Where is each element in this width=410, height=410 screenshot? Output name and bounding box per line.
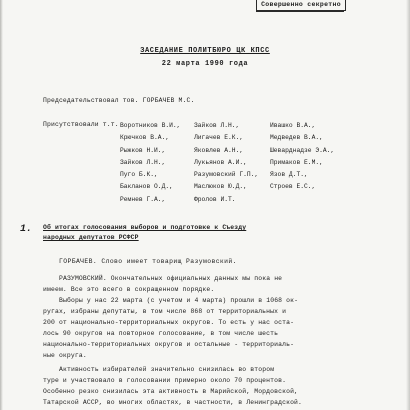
agenda-item-title-line-2: народных депутатов РСФСР <box>43 234 139 241</box>
present-name: Разумовский Г.П., <box>194 171 259 179</box>
present-name: Ремнев Г.А., <box>120 195 166 203</box>
chair-name: ГОРБАЧЕВ М.С. <box>142 97 195 104</box>
present-name: Примаков Е.М., <box>270 158 323 166</box>
present-label: Присутствовали т.т. <box>43 121 119 128</box>
present-name: Воротников В.И., <box>120 122 181 129</box>
present-name: Зайков Л.Н., <box>120 158 166 166</box>
present-name: Бакланов О.Д., <box>120 183 173 191</box>
speaker-line: ГОРБАЧЕВ. Слово имеет товарищ Разумовский. <box>59 258 237 265</box>
body-line: Активность избирателей значительно снизилась во втором <box>59 366 275 373</box>
body-line: Особенно резко снизилась эта активность в Марийской, Мордовской, <box>43 388 299 395</box>
agenda-item-number: 1. <box>20 224 33 235</box>
body-line: ные округа. <box>43 352 87 359</box>
present-name: Зайков Л.Н., <box>194 122 240 129</box>
body-line: туре и участвовало в голосовании примерно около 70 процентов. <box>43 377 287 384</box>
chair-line <box>43 97 194 105</box>
present-name: Маслюков Ю.Д., <box>194 183 247 191</box>
present-column-1 <box>120 120 180 206</box>
body-line: Выборы у нас 22 марта (с учетом и 4 марта) прошли в 1068 ок- <box>59 297 299 304</box>
present-column-3 <box>270 120 334 194</box>
present-column-2 <box>194 120 258 206</box>
present-name: Медведев В.А., <box>270 134 323 142</box>
present-name: Яковлев А.Н., <box>194 146 244 154</box>
present-name: Лигачев Е.К., <box>194 134 244 142</box>
present-name: Язов Д.Т., <box>270 171 308 179</box>
present-name: Фролов И.Т. <box>194 195 236 203</box>
stamp-underline <box>256 11 344 12</box>
agenda-item-title-line-1: Об итогах голосования выборов и подготовке к Съезду <box>43 224 247 231</box>
chair-label: Председательствовал тов. <box>43 97 139 104</box>
present-name: Крючков В.А., <box>120 134 170 142</box>
present-name: Рыжков Н.И., <box>120 146 166 154</box>
body-line: РАЗУМОВСКИЙ. Окончательных официальных данных мы пока не <box>59 275 283 282</box>
body-line: 200 от национально-территориальных округов. То есть у нас оста- <box>43 319 295 326</box>
body-line: лось 90 округов на повторное голосование, в том числе шесть <box>43 330 279 337</box>
classification-stamp: Совершенно секретно <box>256 0 346 11</box>
present-name: Шеварднадзе Э.А., <box>270 146 335 154</box>
body-line: национально-территориальных округов и остальные - территориаль- <box>43 341 295 348</box>
document-title: ЗАСЕДАНИЕ ПОЛИТБЮРО ЦК КПСС <box>140 47 270 55</box>
present-name: Пуго Б.К., <box>120 171 158 179</box>
present-name: Ивашко В.А., <box>270 122 316 129</box>
present-name: Строев Е.С., <box>270 183 316 191</box>
document-date: 22 марта 1990 года <box>161 60 249 68</box>
body-line: имеем. Все это всего в сокращенном порядке. <box>43 286 215 293</box>
body-line: ругах, избраны депутаты, в том числе 868 от территориальных и <box>43 308 287 315</box>
present-name: Лукьянов А.И., <box>194 158 247 166</box>
body-line: Татарской АССР, во многих областях, в частности, в Ленинградской. <box>43 399 303 406</box>
